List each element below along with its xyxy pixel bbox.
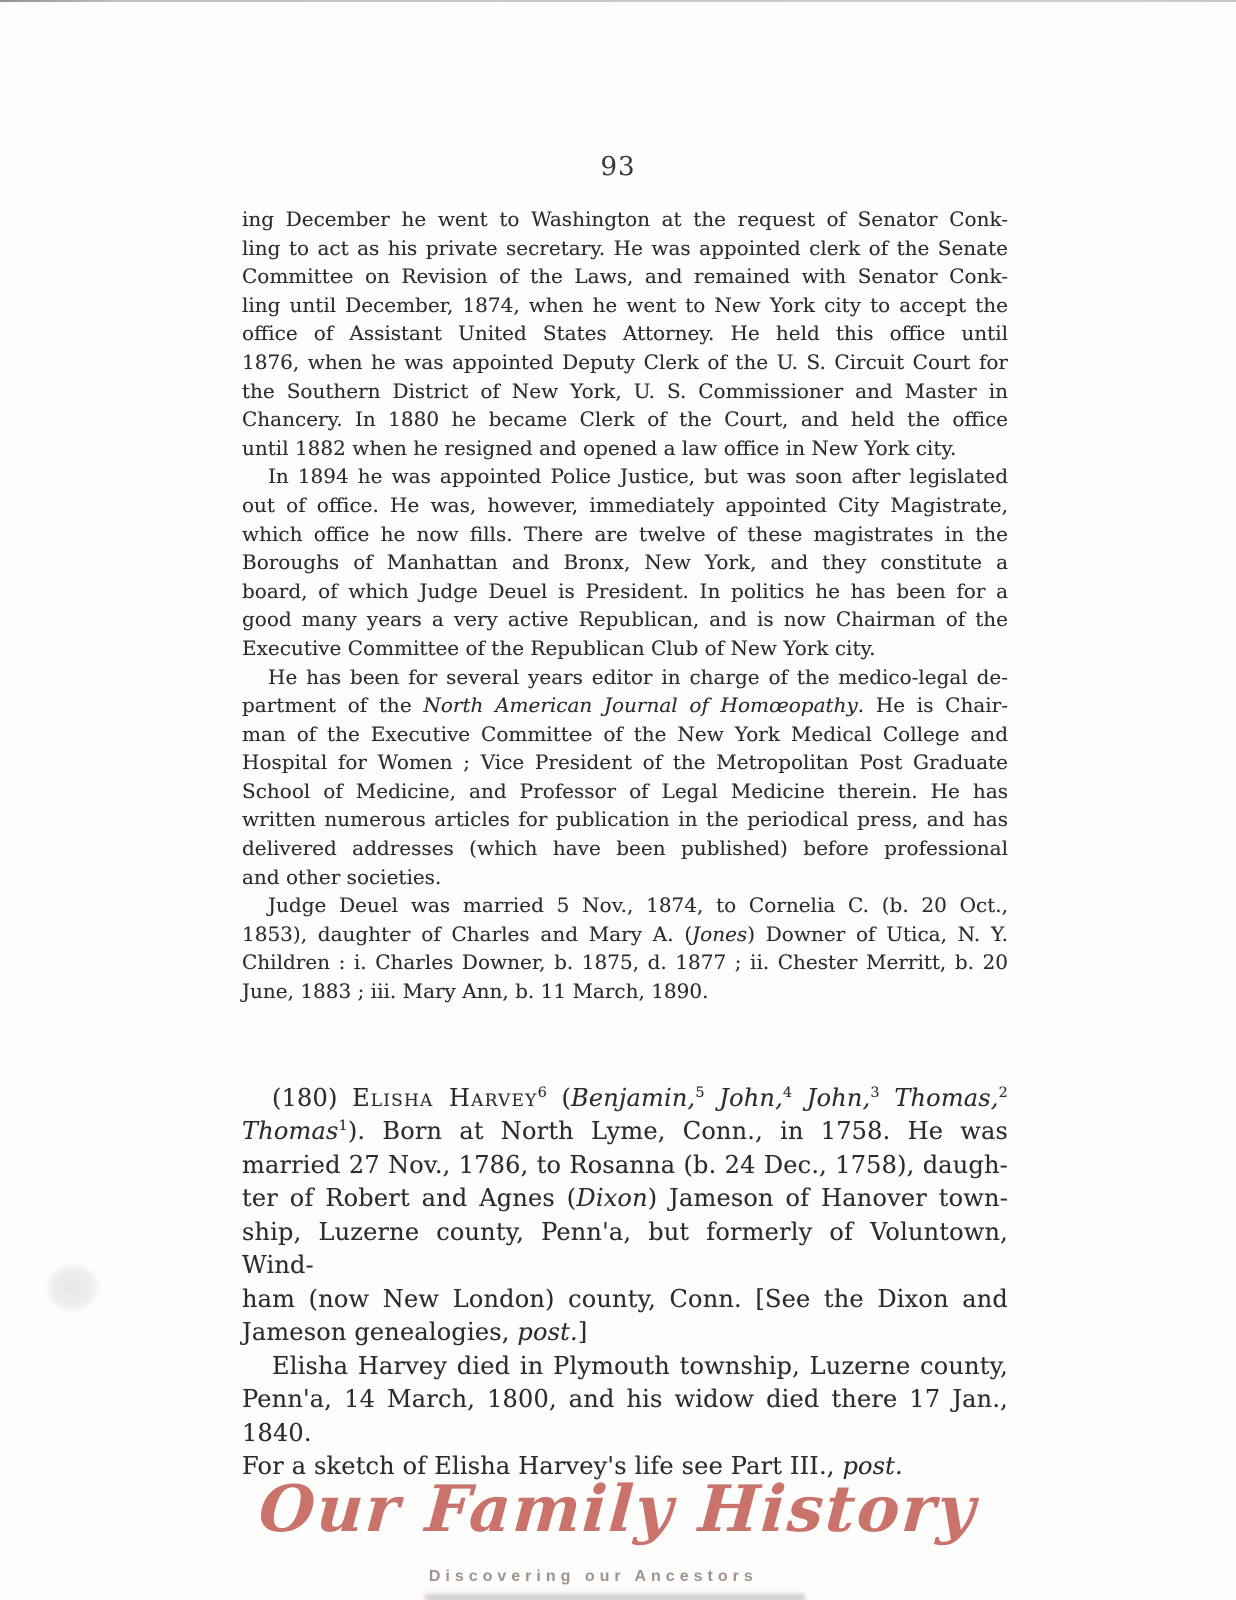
text-line: Judge Deuel was married 5 Nov., 1874, to Cornelia C. (b. 20 Oct., bbox=[268, 893, 1008, 918]
text-line: good many years a very active Republican, and is now Chairman of the bbox=[242, 607, 1008, 632]
watermark-subtitle: Discovering our Ancestors bbox=[428, 1568, 758, 1585]
text-line: until 1882 when he resigned and opened a law office in New York city. bbox=[242, 435, 957, 460]
watermark-title: Our Family History bbox=[256, 1472, 980, 1547]
text-line: Boroughs of Manhattan and Bronx, New York, and they constitute a bbox=[242, 550, 1008, 575]
text-line: June, 1883 ; iii. Mary Ann, b. 11 March, 1890. bbox=[242, 979, 709, 1004]
text-line: Thomas$^1$). Born at North Lyme, Conn., in 1758. He was bbox=[242, 1117, 1008, 1146]
text-line: Elisha Harvey died in Plymouth township, Luzerne county, bbox=[272, 1351, 1008, 1380]
text-line: married 27 Nov., 1786, to Rosanna (b. 24 Dec., 1758), daugh- bbox=[242, 1150, 1008, 1179]
text-line: For a sketch of Elisha Harvey's life see Part III., post. bbox=[242, 1452, 903, 1481]
text-line: ham (now New London) county, Conn. [See the Dixon and bbox=[242, 1284, 1008, 1313]
text-line: Chancery. In 1880 he became Clerk of the Court, and held the office bbox=[242, 407, 1008, 432]
text-line: Executive Committee of the Republican Club of New York city. bbox=[242, 635, 876, 660]
para-elisha-death bbox=[242, 1350, 1008, 1484]
text-line: School of Medicine, and Professor of Legal Medicine therein. He has bbox=[242, 778, 1008, 803]
scan-smudge bbox=[48, 1266, 100, 1312]
text-line: ling to act as his private secretary. He was appointed clerk of the Senate bbox=[242, 235, 1008, 260]
para-continuation bbox=[242, 205, 1008, 462]
para-editor bbox=[242, 663, 1008, 892]
text-line: board, of which Judge Deuel is President. In politics he has been for a bbox=[242, 578, 1008, 603]
text-line: Hospital for Women ; Vice President of the Metropolitan Post Graduate bbox=[242, 750, 1008, 775]
text-line: He has been for several years editor in charge of the medico-legal de- bbox=[268, 664, 1008, 689]
text-line: written numerous articles for publication in the periodical press, and has bbox=[242, 807, 1008, 832]
text-line: office of Assistant United States Attorney. He held this office until bbox=[242, 321, 1008, 346]
text-line: Penn'a, 14 March, 1800, and his widow died there 17 Jan., 1840. bbox=[242, 1385, 1008, 1447]
text-line: ing December he went to Washington at the request of Senator Conk- bbox=[242, 207, 1008, 231]
para-police-justice bbox=[242, 462, 1008, 662]
para-marriage bbox=[242, 891, 1008, 1005]
text-line: 1876, when he was appointed Deputy Clerk of the U. S. Circuit Court for bbox=[242, 349, 1008, 374]
text-line: Committee on Revision of the Laws, and remained with Senator Conk- bbox=[242, 264, 1008, 289]
text-line: which office he now fills. There are twelve of these magistrates in the bbox=[242, 521, 1008, 546]
text-line: the Southern District of New York, U. S. Commissioner and Master in bbox=[242, 378, 1008, 403]
scan-bottom-artifact bbox=[425, 1594, 805, 1600]
text-line: and other societies. bbox=[242, 864, 442, 889]
text-line: Jameson genealogies, post.] bbox=[242, 1318, 588, 1347]
scan-top-edge bbox=[0, 0, 1236, 2]
page-number: 93 bbox=[600, 152, 636, 182]
text-line: (180) Elisha Harvey$^6$ (Benjamin,$^5$ John,$^4$ John,$^3$ Thomas,$^2$ bbox=[272, 1083, 1008, 1112]
text-blocks bbox=[242, 205, 1008, 1484]
section-180 bbox=[242, 1082, 1008, 1350]
text-line: partment of the North American Journal of Homœopathy. He is Chair- bbox=[242, 693, 1008, 718]
text-line: Children : i. Charles Downer, b. 1875, d. 1877 ; ii. Chester Merritt, b. 20 bbox=[242, 950, 1008, 975]
text-line: out of office. He was, however, immediately appointed City Magistrate, bbox=[242, 492, 1008, 517]
text-line: ship, Luzerne county, Penn'a, but formerly of Voluntown, Wind- bbox=[242, 1217, 1008, 1280]
text-line: man of the Executive Committee of the New York Medical College and bbox=[242, 721, 1008, 746]
text-line: ter of Robert and Agnes (Dixon) Jameson of Hanover town- bbox=[242, 1184, 1009, 1213]
text-line: delivered addresses (which have been published) before professional bbox=[242, 836, 1008, 861]
text-line: In 1894 he was appointed Police Justice, but was soon after legislated bbox=[268, 464, 1008, 489]
text-line: ling until December, 1874, when he went to New York city to accept the bbox=[242, 292, 1008, 317]
text-line: 1853), daughter of Charles and Mary A. (Jones) Downer of Utica, N. Y. bbox=[242, 921, 1008, 946]
